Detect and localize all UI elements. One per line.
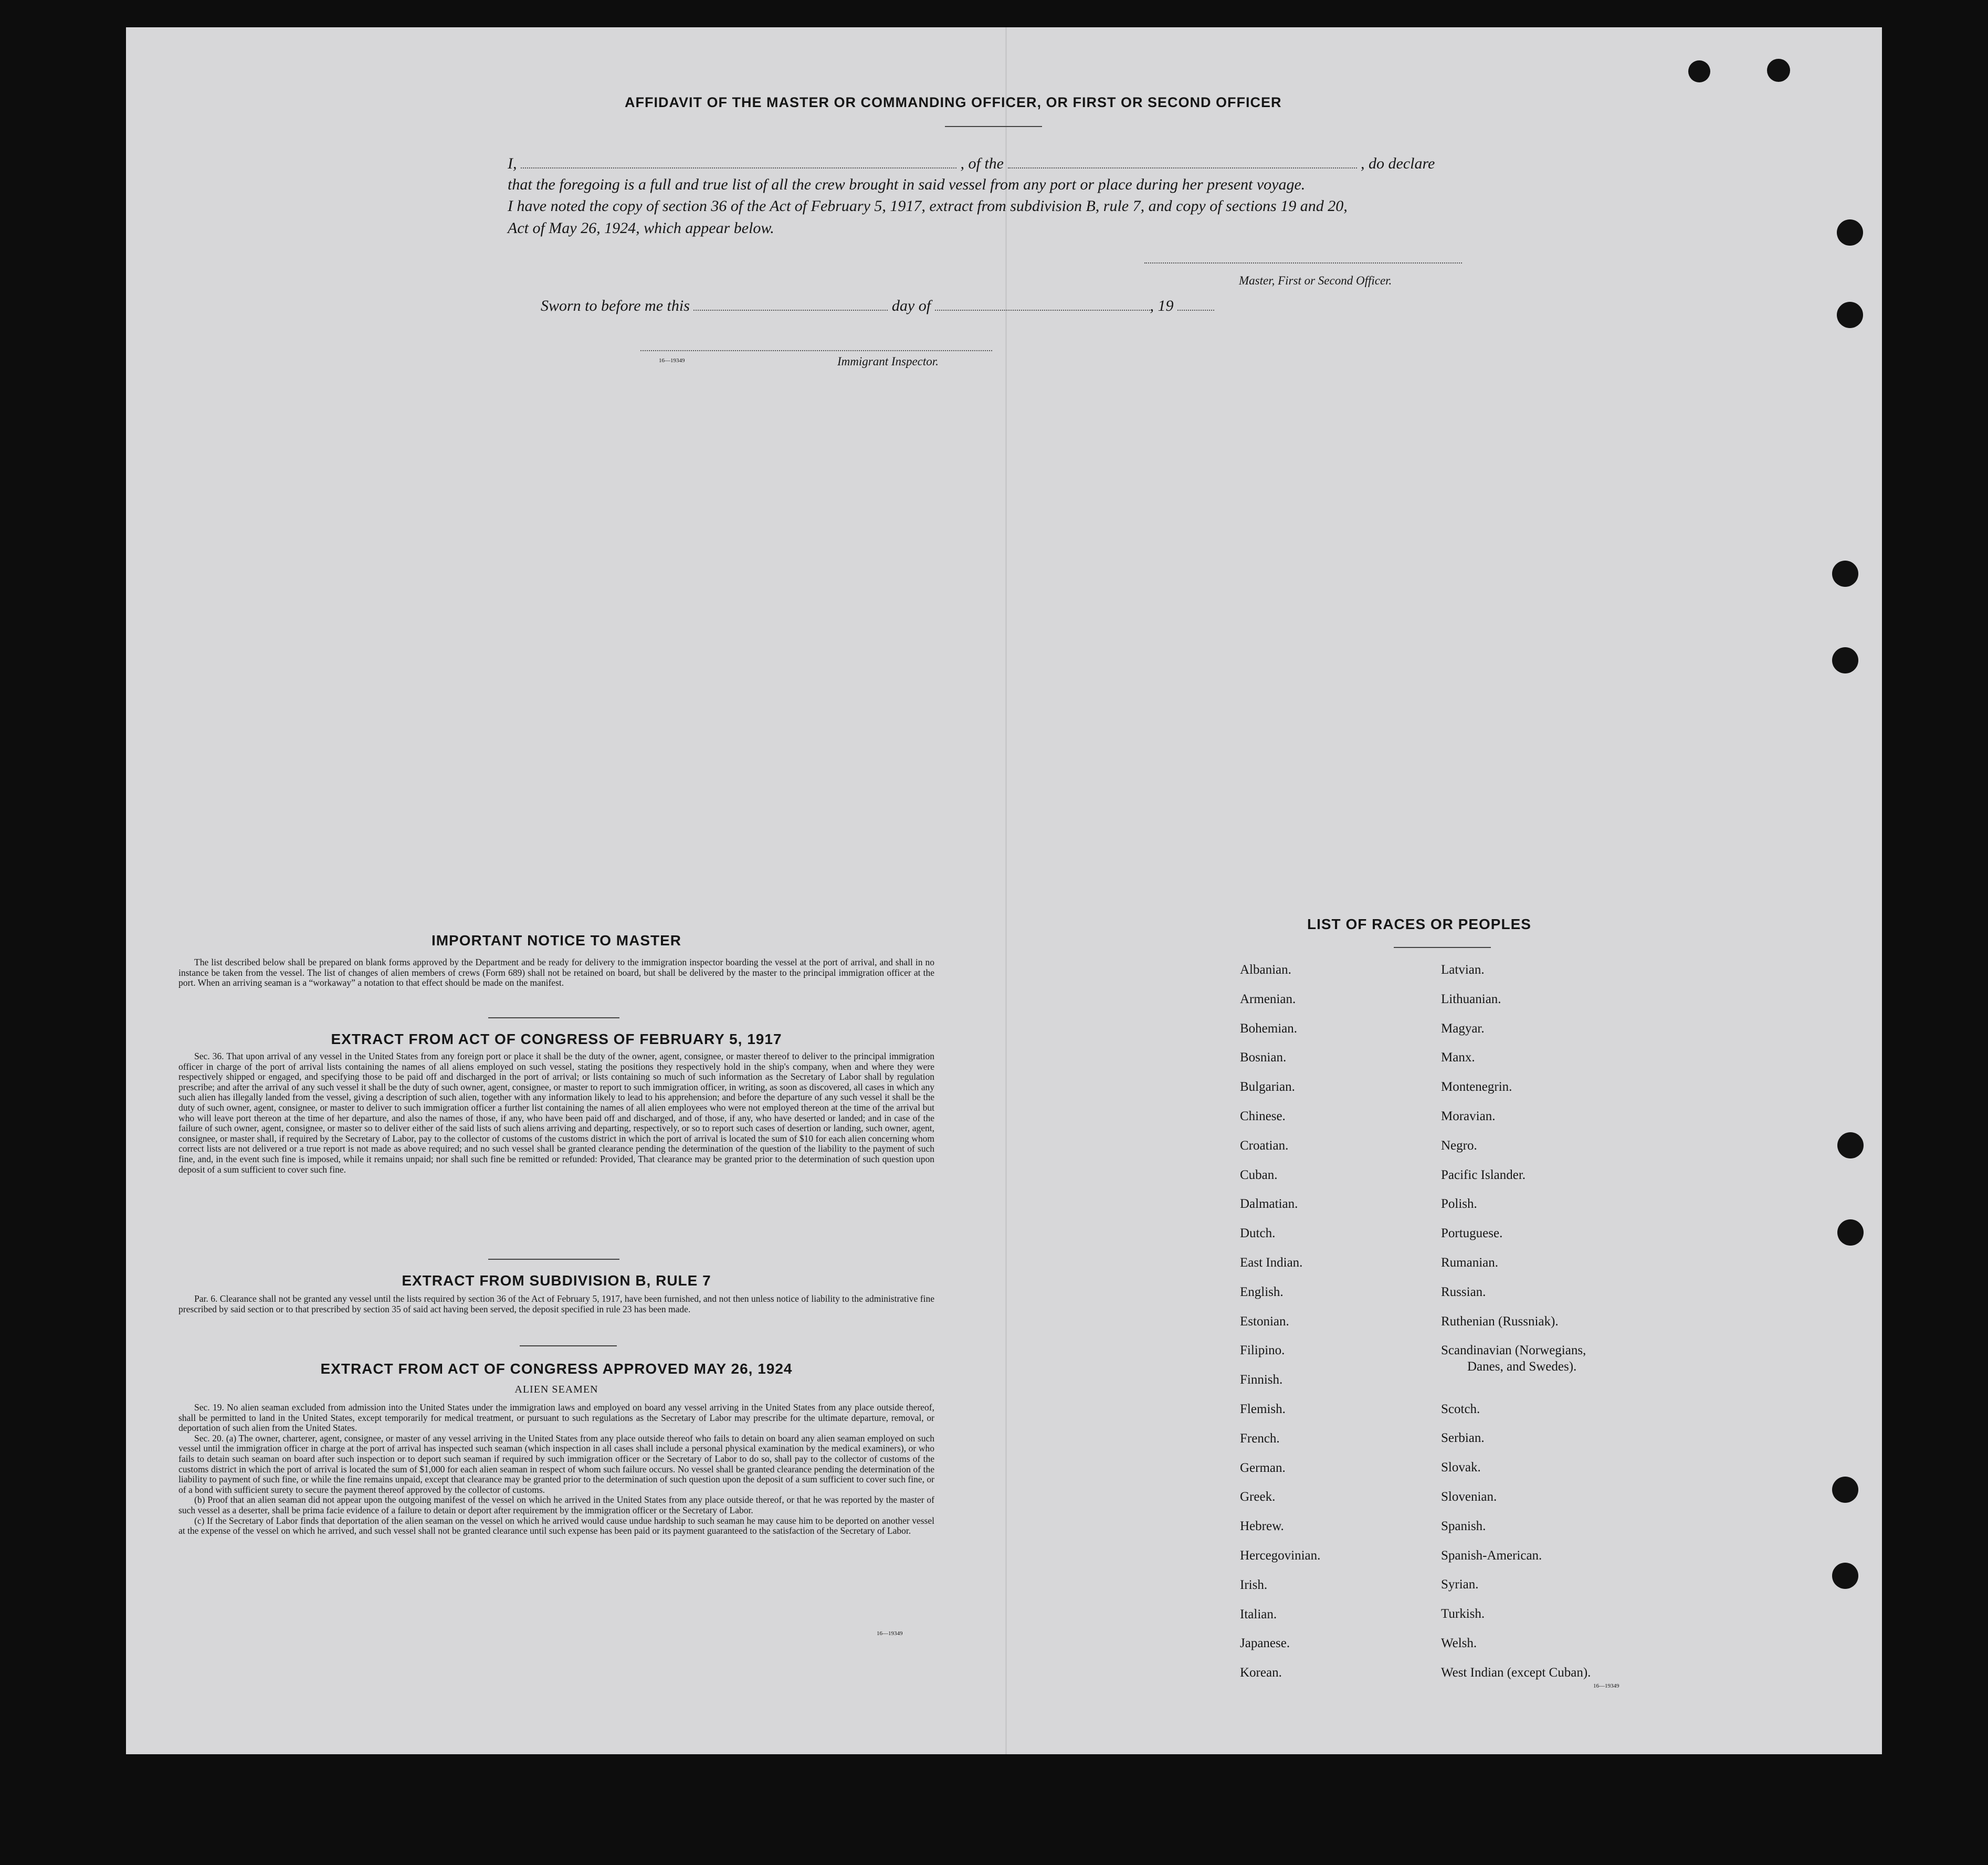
race-item: Flemish.	[1240, 1402, 1286, 1416]
day-of-label: day of	[891, 297, 931, 314]
divider	[520, 1345, 617, 1346]
punch-hole	[1837, 302, 1863, 328]
race-item: Negro.	[1441, 1139, 1477, 1153]
race-item: Hercegovinian.	[1240, 1548, 1321, 1563]
punch-hole	[1767, 59, 1790, 82]
sworn-label: Sworn to before me this	[541, 297, 690, 314]
race-item: Irish.	[1240, 1578, 1268, 1592]
race-item: Filipino.	[1240, 1343, 1285, 1357]
page-fold	[1005, 27, 1007, 1754]
race-item: Ruthenian (Russniak).	[1441, 1314, 1559, 1329]
extract-1917-title: EXTRACT FROM ACT OF CONGRESS OF FEBRUARY 5, 1917	[331, 1031, 782, 1047]
race-item: German.	[1240, 1461, 1286, 1475]
race-item: Hebrew.	[1240, 1519, 1284, 1533]
name-field[interactable]	[521, 157, 956, 168]
inspector-signature-label: Immigrant Inspector.	[837, 355, 939, 368]
race-item: Korean.	[1240, 1666, 1282, 1680]
subdivision-b-title: EXTRACT FROM SUBDIVISION B, RULE 7	[402, 1272, 711, 1289]
year-label: , 19	[1150, 297, 1174, 314]
race-item: Slovak.	[1441, 1460, 1481, 1474]
race-item: Pacific Islander.	[1441, 1168, 1526, 1182]
race-item: Croatian.	[1240, 1139, 1289, 1153]
affidavit-title: AFFIDAVIT OF THE MASTER OR COMMANDING OFFICER, OR FIRST OR SECOND OFFICER	[625, 94, 1282, 110]
sec-20b-paragraph: (b) Proof that an alien seaman did not appear upon the outgoing manifest of the vessel on which he arrived in the United States from any place outside thereof, or that he was reported by the master of such vessel as a deserter, shall be prima facie evidence of a failure to detain or deport after requirement by the immigration officer or the Secretary of Labor.	[178, 1494, 934, 1515]
punch-hole	[1832, 1563, 1858, 1589]
affidavit-line-4: Act of May 26, 1924, which appear below.	[508, 219, 774, 237]
par-6-paragraph: Par. 6. Clearance shall not be granted any vessel until the lists required by section 36 of the Act of February 5, 1917, have been furnished, and not then unless notice of liability to the administrative fine prescribed by said section or to that prescribed by section 35 of said act having been served, the deposit specified in rule 23 has been made.	[178, 1293, 934, 1314]
notice-text	[178, 957, 934, 988]
race-item: Albanian.	[1240, 963, 1291, 977]
race-item: East Indian.	[1240, 1256, 1303, 1270]
race-item: Italian.	[1240, 1607, 1277, 1621]
affidavit-i: I,	[508, 155, 517, 172]
extract-1924-title: EXTRACT FROM ACT OF CONGRESS APPROVED MAY 26, 1924	[320, 1361, 793, 1377]
form-code: 16—19349	[1593, 1683, 1619, 1689]
affidavit-line-2: that the foregoing is a full and true list of all the crew brought in said vessel from any port or place during her present voyage.	[508, 176, 1306, 193]
race-item: French.	[1240, 1431, 1280, 1446]
race-item: Greek.	[1240, 1490, 1276, 1504]
race-item: Dalmatian.	[1240, 1197, 1298, 1211]
sec-19-paragraph: Sec. 19. No alien seaman excluded from admission into the United States under the immigration laws and employed on board any vessel arriving in the United States from any place outside thereof, shall be permitted to land in the United States, except temporarily for medical treatment, or pursuant to such regulations as the Secretary of Labor may prescribe for the ultimate departure, removal, or deportation of such alien from the United States.	[178, 1402, 934, 1434]
extract-1917-text	[178, 1051, 934, 1175]
race-item: Danes, and Swedes).	[1467, 1360, 1577, 1374]
notice-paragraph: The list described below shall be prepared on blank forms approved by the Department and be ready for delivery to the immigration inspector boarding the vessel at the port of arrival, and shall in no instance be taken from the vessel. The list of changes of alien members of crews (Form 689) shall not be retained on board, but shall be delivered by the master to the principal immigration officer at the port. When an arriving seaman is a “workaway” a notation to that effect should be made on the manifest.	[178, 957, 934, 988]
punch-hole	[1837, 1219, 1864, 1246]
race-item: Chinese.	[1240, 1109, 1286, 1123]
race-item: Dutch.	[1240, 1226, 1276, 1240]
sworn-day-field[interactable]	[693, 299, 888, 311]
punch-hole	[1832, 561, 1858, 587]
race-item: Turkish.	[1441, 1607, 1485, 1621]
race-item: Portuguese.	[1441, 1226, 1503, 1240]
race-item: Estonian.	[1240, 1314, 1289, 1329]
affidavit-of-the: , of the	[960, 155, 1004, 172]
sec-36-paragraph: Sec. 36. That upon arrival of any vessel in the United States from any foreign port or place it shall be the duty of the owner, agent, consignee, or master thereof to deliver to the principal immigration officer in charge of the port of arrival lists containing the names of all aliens employed on such vessel, stating the positions they respectively hold in the ship's company, when and where they were respectively shipped or engaged, and specifying those to be paid off and discharged in the port of arrival; or lists containing so much of such information as the Secretary of Labor shall by regulation prescribe; and after the arrival of any such vessel it shall be the duty of such owner, agent, consignee, or master to report to such immigration officer, in writing, as soon as discovered, all cases in which any such alien has illegally landed from the vessel, giving a description of such alien, together with any information likely to lead to his apprehension; and before the departure of any such vessel it shall be the duty of such owner, agent, consignee, or master to deliver to such immigration officer a further list containing the names of all alien employees who were not employed thereon at the time of the arrival but who will leave port thereon at the time of her departure, and also the names of those, if any, who have been paid off and discharged, and of those, if any, who have deserted or landed; and in case of the failure of such owner, agent, consignee, or master so to deliver either of the said lists of such aliens arriving and departing, respectively, or so to report such cases of desertion or landing, such owner, agent, consignee, or master shall, if required by the Secretary of Labor, pay to the collector of customs of the customs district in which the port of arrival is located the sum of $10 for each alien concerning whom correct lists are not delivered or a true report is not made as above required; and no such vessel shall be granted clearance pending the determination of the question of the liability to the payment of such fine, and, in the event such fine is imposed, while it remains unpaid; nor shall such fine be remitted or refunded: Provided, That clearance may be granted prior to the determination of such question upon deposit of a sum sufficient to cover such fine.	[178, 1051, 934, 1175]
races-title: LIST OF RACES OR PEOPLES	[1307, 916, 1531, 932]
race-item: English.	[1240, 1285, 1284, 1299]
divider	[945, 126, 1042, 127]
race-item: Polish.	[1441, 1197, 1477, 1211]
punch-hole	[1832, 647, 1858, 673]
master-signature-label: Master, First or Second Officer.	[1239, 274, 1392, 287]
punch-hole	[1832, 1477, 1858, 1503]
race-item: Finnish.	[1240, 1373, 1283, 1387]
race-item: Latvian.	[1441, 963, 1485, 977]
extract-1924-text	[178, 1403, 934, 1536]
alien-seamen-subtitle: ALIEN SEAMEN	[514, 1384, 598, 1395]
race-item: Manx.	[1441, 1050, 1475, 1065]
notice-title: IMPORTANT NOTICE TO MASTER	[431, 932, 682, 949]
sworn-line	[541, 297, 1214, 315]
sec-20a-paragraph: Sec. 20. (a) The owner, charterer, agent, consignee, or master of any vessel arriving in the United States from any place outside thereof who fails to detain on board any alien seaman employed on such vessel until the immigration officer in charge at the port of arrival has inspected such seaman (which inspection in all cases shall include a personal physical examination by the medical examiners), or who fails to detain such seaman on board after such inspection or to deport such seaman if required by such immigration officer or the Secretary of Labor to do so, shall pay to the collector of customs of the customs district in which the port of arrival is located the sum of $1,000 for each alien seaman in respect of whom such failure occurs. No vessel shall be granted clearance pending the determination of the liability to payment of such fine, or while the fine remains unpaid, except that clearance may be granted prior to the determination of such question upon the deposit of a sum sufficient to cover such fine, or of a bond with sufficient surety to secure the payment thereof approved by the collector of customs.	[178, 1432, 934, 1495]
inspector-signature-field[interactable]	[640, 350, 992, 351]
race-item: Bosnian.	[1240, 1050, 1287, 1065]
race-item: West Indian (except Cuban).	[1441, 1666, 1591, 1680]
race-item: Russian.	[1441, 1285, 1486, 1299]
race-item: Bulgarian.	[1240, 1080, 1295, 1094]
subdivision-b-text	[178, 1294, 934, 1314]
race-item: Magyar.	[1441, 1021, 1485, 1036]
master-signature-field[interactable]	[1144, 262, 1462, 264]
punch-hole	[1837, 1132, 1864, 1158]
race-item: Syrian.	[1441, 1577, 1479, 1592]
race-item: Lithuanian.	[1441, 992, 1501, 1006]
race-item: Cuban.	[1240, 1168, 1278, 1182]
race-item: Serbian.	[1441, 1431, 1485, 1445]
punch-hole	[1688, 60, 1710, 82]
race-item: Slovenian.	[1441, 1490, 1497, 1504]
race-item: Japanese.	[1240, 1636, 1290, 1650]
form-code: 16—19349	[877, 1630, 903, 1637]
sworn-month-field[interactable]	[935, 299, 1150, 311]
affidavit-line-3: I have noted the copy of section 36 of the Act of February 5, 1917, extract from subdivision B, rule 7, and copy of sections 19 and 20,	[508, 197, 1348, 215]
race-item: Montenegrin.	[1441, 1080, 1512, 1094]
race-item: Armenian.	[1240, 992, 1296, 1006]
divider	[1394, 947, 1491, 948]
race-item: Rumanian.	[1441, 1256, 1499, 1270]
sworn-year-field[interactable]	[1177, 299, 1214, 311]
race-item: Moravian.	[1441, 1109, 1496, 1123]
affidavit-declare: , do declare	[1361, 155, 1435, 172]
race-item: Spanish-American.	[1441, 1548, 1542, 1563]
divider	[488, 1259, 619, 1260]
race-item: Bohemian.	[1240, 1021, 1298, 1036]
race-item: Welsh.	[1441, 1636, 1477, 1650]
race-item: Scandinavian (Norwegians,	[1441, 1343, 1586, 1357]
vessel-field[interactable]	[1008, 157, 1357, 168]
race-item: Scotch.	[1441, 1402, 1480, 1416]
divider	[488, 1017, 619, 1018]
sec-20c-paragraph: (c) If the Secretary of Labor finds that deportation of the alien seaman on the vessel on which he arrived would cause undue hardship to such seaman he may cause him to be deported on another vessel at the expense of the vessel on which he arrived, and such vessel shall not be granted clearance until such expense has been paid or its payment guaranteed to the satisfaction of the Secretary of Labor.	[178, 1515, 934, 1536]
race-item: Spanish.	[1441, 1519, 1486, 1533]
form-code: 16—19349	[659, 357, 685, 364]
punch-hole	[1837, 219, 1863, 246]
affidavit-line-1	[508, 155, 1435, 173]
